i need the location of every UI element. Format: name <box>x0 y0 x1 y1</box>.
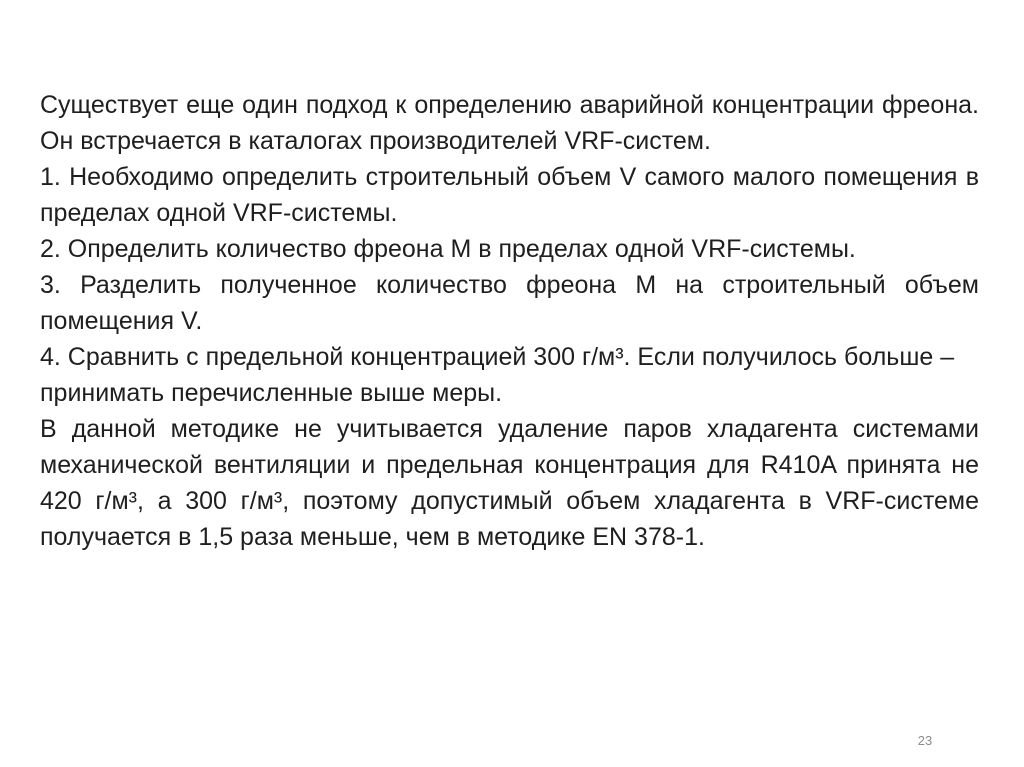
paragraph-step-1: 1. Необходимо определить строительный объем V самого малого помещения в пределах одной VRF-системы. <box>40 163 979 227</box>
slide-body-text <box>40 87 979 555</box>
paragraph-step-3: 3. Разделить полученное количество фреона M на строительный объем помещения V. <box>40 271 979 335</box>
paragraph-step-2: 2. Определить количество фреона M в пределах одной VRF-системы. <box>40 235 856 263</box>
paragraph-step-4: 4. Сравнить с предельной концентрацией 300 г/м³. Если получилось больше – принимать перечисленные выше меры. <box>40 343 955 407</box>
page-number: 23 <box>917 733 933 748</box>
paragraph-note: В данной методике не учитывается удаление паров хладагента системами механической вентиляции и предельная концентрация для R410A принята не 420 г/м³, а 300 г/м³, поэтому допустимый объем хладагента в VRF-системе получается в 1,5 раза меньше, чем в методике EN 378-1. <box>40 415 979 551</box>
paragraph-intro: Существует еще один подход к определению аварийной концентрации фреона. Он встречается в каталогах производителей VRF-систем. <box>40 91 979 155</box>
